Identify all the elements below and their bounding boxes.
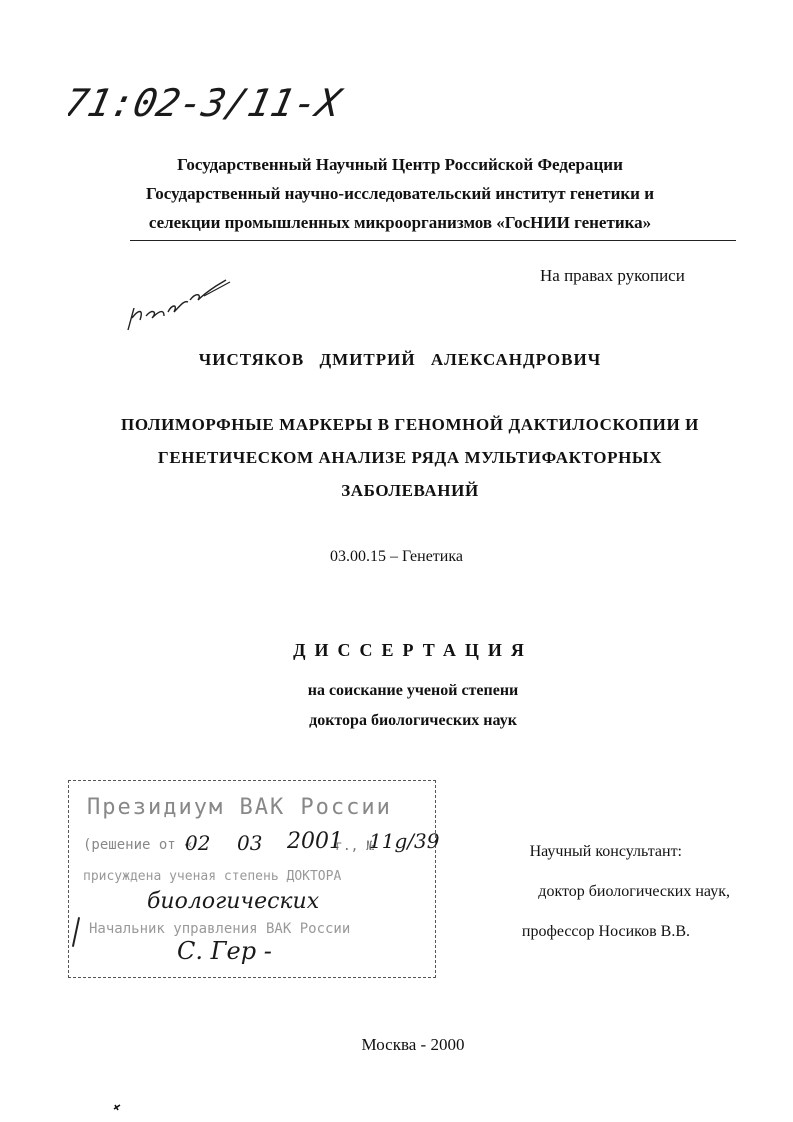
scan-mark-icon — [113, 1103, 121, 1111]
consultant-label: Научный консультант: — [529, 843, 682, 860]
degree-line-2: доктора биологических наук — [309, 712, 517, 729]
consultant-name: профессор Носиков В.В. — [521, 923, 690, 940]
title-line-1: ПОЛИМОРФНЫЕ МАРКЕРЫ В ГЕНОМНОЙ ДАКТИЛОСКОПИИ И — [121, 415, 699, 434]
specialty-code: 03.00.15 – Генетика — [330, 548, 463, 565]
stamp-year-suffix: г., № — [335, 839, 375, 854]
institution-line-1: Государственный Научный Центр Российской Федерации — [177, 155, 623, 174]
stamp-day: 02 — [185, 831, 211, 855]
institution-line-3: селекции промышленных микроорганизмов «ГосНИИ генетика» — [148, 213, 652, 232]
degree-info — [0, 676, 793, 736]
title-line-3: ЗАБОЛЕВАНИЙ — [341, 481, 479, 500]
consultant-degree: доктор биологических наук, — [538, 883, 730, 900]
author-name: ЧИСТЯКОВ ДМИТРИЙ АЛЕКСАНДРОВИЧ — [198, 350, 602, 369]
scan-mark — [113, 1098, 121, 1106]
city-year: Москва - 2000 — [361, 1035, 465, 1054]
stamp-awarded: присуждена ученая степень ДОКТОРА — [83, 869, 342, 884]
stamp-number: 11g/39 — [369, 829, 440, 853]
stamp-head: Начальник управления ВАК России — [89, 921, 351, 937]
stamp-bracket — [72, 917, 80, 947]
institution-line-2: Государственный научно-исследовательский институт генетики и — [145, 184, 655, 203]
stamp-field: биологических — [147, 889, 320, 914]
dissertation-title — [70, 408, 750, 507]
handwritten-scribble — [118, 268, 238, 338]
vak-stamp — [68, 780, 440, 978]
manuscript-note: На правах рукописи — [540, 266, 685, 285]
stamp-year: 2001 — [287, 829, 343, 854]
title-line-2: ГЕНЕТИЧЕСКОМ АНАЛИЗЕ РЯДА МУЛЬТИФАКТОРНЫХ — [157, 448, 663, 467]
institution-header — [90, 150, 710, 237]
stamp-decision-prefix: (решение от « — [83, 837, 193, 853]
stamp-header: Президиум ВАК России — [87, 795, 392, 820]
stamp-decision-line — [83, 837, 193, 853]
degree-line-1: на соискание ученой степени — [307, 682, 519, 699]
catalog-code-text: 71:02-3/11-X — [68, 81, 345, 126]
stamp-month: 03 — [237, 831, 263, 855]
catalog-code — [68, 72, 368, 132]
header-divider — [130, 240, 736, 241]
scribble-icon — [118, 268, 238, 338]
catalog-code-handwriting — [68, 72, 368, 132]
scientific-consultant — [470, 832, 730, 952]
dissertation-label: ДИССЕРТАЦИЯ — [293, 640, 533, 660]
stamp-signature: С. Гер - — [177, 937, 272, 965]
